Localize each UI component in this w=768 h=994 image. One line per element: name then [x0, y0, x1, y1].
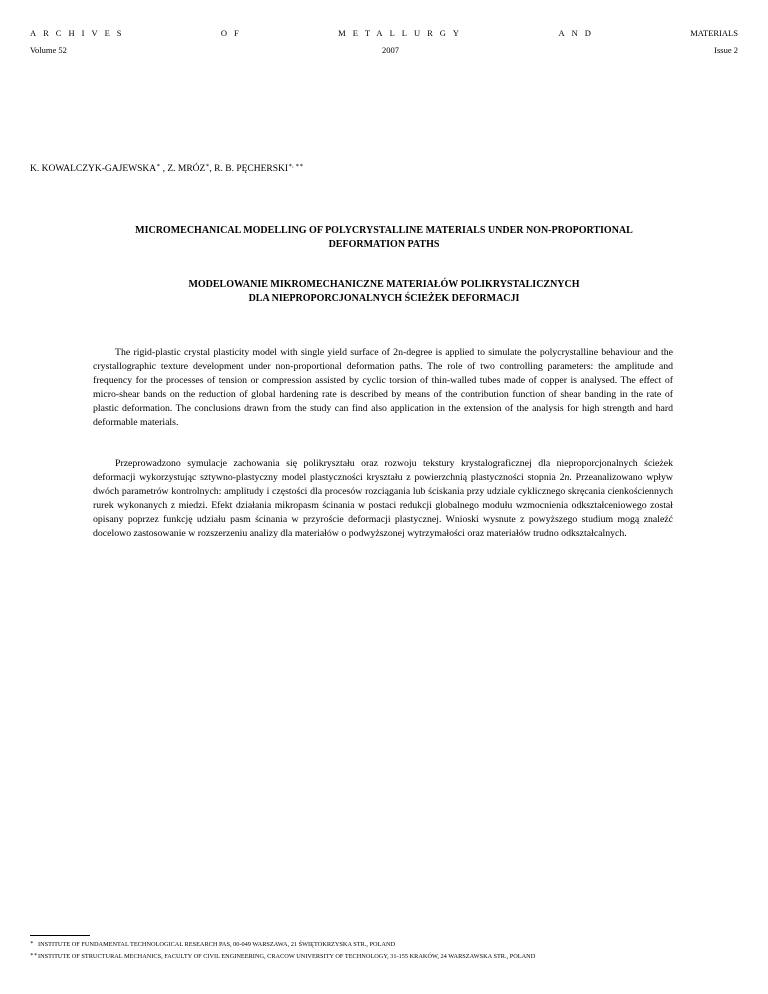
author-name: Z. MRÓZ [167, 164, 206, 174]
abstract-text-part: . Przeanalizowano wpływ dwóch parametrów kontrolnych: amplitudy i częstości dla procesów rozciągania lub ściskania przy udziale cyklicznego skręcania cienkościennych rurek wykonanych z miedzi. Efekt działania mikropasm ścinania w postaci redukcji globalnego modułu wzmocnienia odkształceniowego został opisany poprzez funkcję udziału pasm ścinania w przyroście deformacji plastycznej. Wnioski wysnute z powyższego studium mogą znaleźć docelowo zastosowanie w rozszerzeniu analizy dla materiałów o podwyższonej wytrzymałości oraz materiałów trudno odkształcalnych. [93, 472, 673, 539]
affiliation-mark: ∗ [156, 163, 161, 169]
journal-meta [30, 45, 738, 55]
abstract-text-part: Przeprowadzono symulacje zachowania się polikryształu oraz rozwoju tekstury krystalograficznej dla nieproporcjonalnych ścieżek deformacji wykorzystując sztywno-plastyczny model plastyczności kryształu z powierzchnią plastyczności stopnia 2 [93, 458, 673, 483]
affiliation-mark: ∗, ∗∗ [288, 163, 304, 169]
author-name: K. KOWALCZYK-GAJEWSKA [30, 164, 157, 174]
author-separator: , [160, 164, 168, 174]
footnote [30, 940, 395, 948]
footnote-text: INSTITUTE OF STRUCTURAL MECHANICS, FACULTY OF CIVIL ENGINEERING, CRACOW UNIVERSITY OF TECHNOLOGY, 31-155 KRAKÓW, 24 WARSZAWSKA STR., POLAND [38, 953, 536, 960]
title-line: DEFORMATION PATHS [328, 239, 440, 250]
title-english [30, 224, 738, 252]
journal-word: METALLURGY [338, 28, 467, 38]
abstract-text: The rigid-plastic crystal plasticity model with single yield surface of 2n-degree is applied to simulate the polycrystalline behaviour and the crystallographic texture development under non-proportional deformation paths. The role of two controlling parameters: the amplitude and frequency for the processes of tension or compression assisted by cyclic torsion of thin-walled tubes made of copper is analysed. The effect of micro-shear bands on the reduction of global hardening rate is described by means of the contribution function of shear banding in the rate of plastic deformation. The conclusions drawn from the study can find also application in the extension of the analysis for high strength and hard deformable materials. [93, 347, 673, 428]
journal-word: AND [558, 28, 598, 38]
author-list [30, 162, 303, 174]
title-polish [30, 278, 738, 306]
affiliation-mark: ∗ [205, 163, 210, 169]
abstract-english [93, 346, 673, 430]
title-line: MODELOWANIE MIKROMECHANICZNE MATERIAŁÓW POLIKRYSTALICZNYCH [188, 279, 580, 290]
author-name: R. B. PĘCHERSKI [214, 164, 289, 174]
abstract-text [93, 457, 673, 541]
journal-name [30, 28, 738, 38]
year-label: 2007 [382, 45, 400, 55]
math-variable: n [564, 472, 570, 483]
footnote-text: INSTITUTE OF FUNDAMENTAL TECHNOLOGICAL RESEARCH PAS, 00-049 WARSZAWA, 21 ŚWIĘTOKRZYSKA STR., POLAND [38, 941, 396, 948]
footnote-mark: ∗∗ [30, 952, 38, 958]
footnote-mark: ∗ [30, 940, 34, 946]
journal-word: ARCHIVES [30, 28, 129, 38]
footnote-divider [30, 935, 90, 936]
author-separator: , [209, 164, 215, 174]
footnote [30, 952, 535, 960]
journal-word: OF [220, 28, 246, 38]
abstract-polish [93, 457, 673, 541]
title-line: DLA NIEPROPORCJONALNYCH ŚCIEŻEK DEFORMACJI [248, 293, 520, 304]
journal-word: MATERIALS [690, 28, 738, 38]
issue-label: Issue 2 [714, 45, 738, 55]
title-line: MICROMECHANICAL MODELLING OF POLYCRYSTALLINE MATERIALS UNDER NON-PROPORTIONAL [135, 225, 633, 236]
volume-label: Volume 52 [30, 45, 67, 55]
